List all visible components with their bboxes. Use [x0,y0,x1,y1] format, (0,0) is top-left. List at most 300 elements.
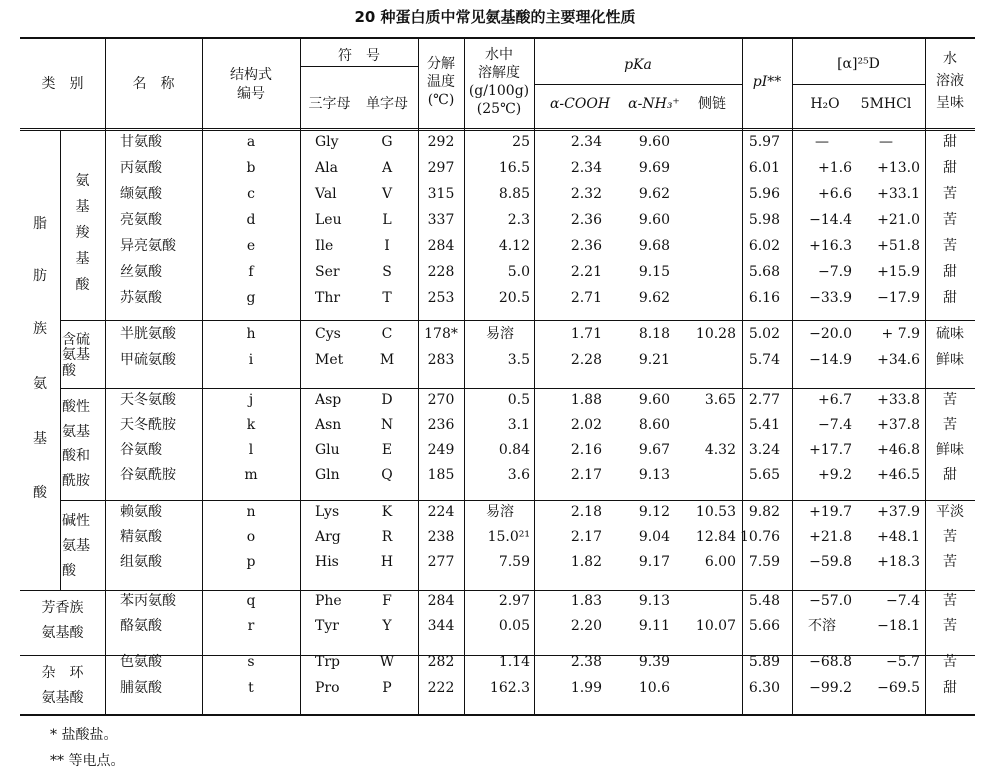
rotation-h2o: −7.4 [818,417,852,433]
solubility-value: 5.0 [507,264,530,280]
pka-cooh: 2.34 [570,134,602,150]
structure-code: a [246,134,256,150]
main-category-char: 脂 [33,216,47,232]
decomposition-temp: 253 [427,290,455,306]
rotation-h2o: — [815,134,829,150]
pka-subheader-rule [534,84,742,85]
solubility-value: 162.3 [489,680,530,696]
header-one-letter: 单字母 [366,96,408,112]
rotation-hcl: +48.1 [877,529,920,545]
decomposition-temp: 337 [427,212,455,228]
solubility-value: 0.05 [498,618,530,634]
one-letter-code: D [381,392,393,408]
page-title: 20 种蛋白质中常见氨基酸的主要理化性质 [354,8,636,26]
isoelectric-point: 5.89 [748,654,780,670]
taste: 苦 [943,654,957,670]
group-label-char: 羧 [75,225,90,241]
one-letter-code: P [382,680,392,696]
pka-side-chain: 10.28 [695,326,736,342]
taste: 甜 [943,264,957,280]
amino-acid-name: 苯丙氨酸 [120,593,176,609]
one-letter-code: G [381,134,393,150]
pka-nh3: 9.21 [638,352,670,368]
header-nh3: α-NH₃⁺ [628,96,680,112]
rotation-h2o: −33.9 [809,290,852,306]
taste: 甜 [943,160,957,176]
pka-nh3: 9.62 [638,186,670,202]
pka-cooh: 2.16 [570,442,602,458]
rotation-h2o: +6.6 [818,186,852,202]
isoelectric-point: 5.68 [748,264,780,280]
rotation-hcl: +51.8 [877,238,920,254]
taste: 苦 [943,186,957,202]
decomposition-temp: 249 [427,442,455,458]
amino-acid-name: 亮氨酸 [120,212,162,228]
column-divider-2 [300,39,301,714]
isoelectric-point: 6.30 [748,680,780,696]
solubility-value: 3.5 [507,352,530,368]
decomposition-temp: 282 [427,654,455,670]
pka-side-chain: 3.65 [704,392,736,408]
rotation-hcl: +33.1 [877,186,920,202]
taste: 苦 [943,212,957,228]
header-pi: pI** [752,74,782,90]
rotation-hcl: +15.9 [877,264,920,280]
solubility-value: 易溶 [486,326,514,342]
header-bottom-rule-2 [20,130,975,131]
pka-nh3: 9.60 [638,392,670,408]
structure-code: q [246,593,256,609]
structure-code: o [246,529,256,545]
rotation-h2o: +1.6 [818,160,852,176]
structure-code: e [246,238,256,254]
isoelectric-point: 5.97 [748,134,780,150]
amino-acid-name: 酪氨酸 [120,618,162,634]
pka-side-chain: 4.32 [704,442,736,458]
rotation-h2o: +21.8 [809,529,852,545]
group-label-char: 酸 [75,277,90,293]
three-letter-code: Ile [315,238,334,254]
pka-nh3: 9.39 [638,654,670,670]
group-label-line: 芳香族 [41,600,84,616]
rotation-hcl: +37.9 [877,504,920,520]
decomposition-temp: 283 [427,352,455,368]
rotation-hcl: +34.6 [877,352,920,368]
pka-side-chain: 12.84 [695,529,736,545]
main-category-char: 氨 [33,376,47,392]
amino-acid-name: 谷氨酰胺 [120,467,176,483]
solubility-value: 15.0²¹ [487,529,530,545]
main-category-char: 基 [33,431,47,447]
solubility-value: 3.6 [507,467,530,483]
header-taste: 呈味 [936,95,964,111]
header-taste-solution: 溶液 [936,73,964,89]
rotation-hcl: +46.8 [877,442,920,458]
isoelectric-point: 5.65 [748,467,780,483]
pka-cooh: 1.71 [570,326,602,342]
structure-code: n [246,504,256,520]
taste: 苦 [943,593,957,609]
rotation-h2o: +17.7 [809,442,852,458]
pka-nh3: 9.11 [638,618,670,634]
solubility-value: 0.84 [498,442,530,458]
one-letter-code: M [379,352,395,368]
structure-code: i [248,352,254,368]
decomposition-temp: 284 [427,593,455,609]
pka-side-chain: 10.53 [695,504,736,520]
solubility-value: 易溶 [486,504,514,520]
group-label-char: 基 [75,199,90,215]
group-label-line: 酸和 [62,448,90,464]
header-decomposition: 分解 [427,56,455,72]
one-letter-code: R [381,529,393,545]
pka-nh3: 9.15 [638,264,670,280]
rotation-h2o: −14.4 [809,212,852,228]
group-label-line: 氨基酸 [41,690,84,706]
pka-cooh: 2.28 [570,352,602,368]
structure-code: p [246,554,256,570]
amino-acid-name: 丝氨酸 [120,264,162,280]
one-letter-code: T [382,290,392,306]
structure-code: l [248,442,254,458]
amino-acid-name: 谷氨酸 [120,442,162,458]
rotation-hcl: +13.0 [877,160,920,176]
solubility-value: 2.3 [507,212,530,228]
solubility-value: 3.1 [507,417,530,433]
isoelectric-point: 5.02 [748,326,780,342]
taste: 鲜味 [936,442,964,458]
header-structure-number: 编号 [237,86,265,102]
taste: 鲜味 [936,352,964,368]
pka-nh3: 9.17 [638,554,670,570]
symbol-subheader-rule [300,66,418,67]
rotation-h2o: 不溶 [808,618,836,634]
structure-code: g [246,290,256,306]
header-solubility-temp: (25℃) [476,101,522,117]
structure-code: s [247,654,255,670]
pka-cooh: 1.88 [570,392,602,408]
pka-nh3: 9.60 [638,212,670,228]
three-letter-code: Cys [315,326,341,342]
group-label-char: 基 [75,251,90,267]
header-temperature: 温度 [427,74,455,90]
taste: 甜 [943,134,957,150]
three-letter-code: Gln [315,467,340,483]
three-letter-code: Pro [315,680,340,696]
one-letter-code: L [382,212,392,228]
amino-acid-name: 赖氨酸 [120,504,162,520]
isoelectric-point: 6.01 [748,160,780,176]
isoelectric-point: 2.77 [748,392,780,408]
bottom-rule [20,714,975,716]
one-letter-code: K [381,504,393,520]
pka-nh3: 10.6 [638,680,670,696]
taste: 甜 [943,290,957,306]
rotation-hcl: −5.7 [886,654,920,670]
taste: 甜 [943,680,957,696]
structure-code: f [248,264,254,280]
decomposition-temp: 178* [424,326,458,342]
header-name: 名 称 [132,76,175,92]
three-letter-code: Asn [315,417,342,433]
pka-cooh: 2.20 [570,618,602,634]
amino-acid-name: 半胱氨酸 [120,326,176,342]
solubility-value: 20.5 [498,290,530,306]
taste: 平淡 [936,504,964,520]
decomposition-temp: 284 [427,238,455,254]
rotation-hcl: −18.1 [877,618,920,634]
decomposition-temp: 222 [427,680,455,696]
rotation-hcl: + 7.9 [881,326,920,342]
rotation-h2o: +16.3 [809,238,852,254]
pka-cooh: 2.17 [570,467,602,483]
three-letter-code: Glu [315,442,340,458]
three-letter-code: Ser [315,264,340,280]
taste: 苦 [943,238,957,254]
solubility-value: 8.85 [498,186,530,202]
taste: 硫味 [936,326,964,342]
header-bottom-rule [20,128,975,129]
header-water: 水中 [485,47,513,63]
rotation-hcl: +37.8 [877,417,920,433]
isoelectric-point: 6.16 [748,290,780,306]
header-celsius: (℃) [427,92,455,108]
amino-acid-name: 组氨酸 [120,554,162,570]
three-letter-code: Asp [315,392,342,408]
header-taste-water: 水 [943,51,957,67]
amino-acid-name: 天冬氨酸 [120,392,176,408]
header-solubility-unit: (g/100g) [468,83,530,99]
one-letter-code: N [380,417,394,433]
rotation-hcl: −7.4 [886,593,920,609]
one-letter-code: C [381,326,393,342]
isoelectric-point: 5.66 [748,618,780,634]
structure-code: c [247,186,255,202]
structure-code: k [246,417,256,433]
isoelectric-point: 5.98 [748,212,780,228]
structure-code: m [244,467,258,483]
pka-nh3: 8.18 [638,326,670,342]
three-letter-code: Thr [315,290,341,306]
footnote: * 盐酸盐。 [50,727,118,743]
rotation-h2o: −20.0 [809,326,852,342]
group-label-char: 氨 [75,173,90,189]
top-rule [20,37,975,39]
header-cooh: α-COOH [549,96,611,112]
solubility-value: 7.59 [498,554,530,570]
group-label-line: 氨基 [62,538,90,554]
isoelectric-point: 5.41 [748,417,780,433]
structure-code: h [246,326,256,342]
rotation-h2o: −14.9 [809,352,852,368]
amino-acid-name: 甲硫氨酸 [120,352,176,368]
group-label-line: 酸 [62,363,76,379]
group-label-line: 酸性 [62,399,90,415]
one-letter-code: Y [382,618,392,634]
isoelectric-point: 10.76 [740,529,781,545]
one-letter-code: H [380,554,394,570]
pka-nh3: 9.13 [638,593,670,609]
group-separator-1 [60,388,975,389]
pka-nh3: 9.67 [638,442,670,458]
pka-cooh: 1.82 [570,554,602,570]
rotation-hcl: +18.3 [877,554,920,570]
rotation-h2o: −68.8 [809,654,852,670]
isoelectric-point: 3.24 [748,442,780,458]
three-letter-code: Tyr [315,618,339,634]
rotation-h2o: +9.2 [818,467,852,483]
amino-acid-name: 异亮氨酸 [120,238,176,254]
rotation-h2o: +19.7 [809,504,852,520]
header-pka: pKa [624,57,652,73]
rotation-h2o: −7.9 [818,264,852,280]
one-letter-code: A [381,160,393,176]
amino-acid-name: 甘氨酸 [120,134,162,150]
one-letter-code: Q [381,467,393,483]
pka-side-chain: 6.00 [704,554,736,570]
pka-cooh: 2.36 [570,212,602,228]
structure-code: t [248,680,254,696]
rotation-hcl: +33.8 [877,392,920,408]
group-separator-2 [60,500,975,501]
amino-acid-name: 缬氨酸 [120,186,162,202]
isoelectric-point: 6.02 [748,238,780,254]
group-label-line: 碱性 [62,513,90,529]
rotation-h2o: +6.7 [818,392,852,408]
pka-nh3: 9.62 [638,290,670,306]
group-label-line: 酸 [62,563,76,579]
solubility-value: 16.5 [498,160,530,176]
column-divider-0 [105,39,106,714]
taste: 苦 [943,529,957,545]
three-letter-code: His [315,554,339,570]
pka-nh3: 9.60 [638,134,670,150]
amino-acid-name: 苏氨酸 [120,290,162,306]
pka-nh3: 9.04 [638,529,670,545]
three-letter-code: Trp [315,654,340,670]
pka-cooh: 1.99 [570,680,602,696]
three-letter-code: Arg [315,529,341,545]
pka-cooh: 1.83 [570,593,602,609]
rotation-hcl: −17.9 [877,290,920,306]
amino-acid-name: 色氨酸 [120,654,162,670]
pka-nh3: 9.69 [638,160,670,176]
isoelectric-point: 9.82 [748,504,780,520]
three-letter-code: Phe [315,593,342,609]
pka-cooh: 2.21 [570,264,602,280]
amino-acid-name: 天冬酰胺 [120,417,176,433]
rotation-h2o: −99.2 [809,680,852,696]
column-divider-4 [464,39,465,714]
rotation-hcl: +46.5 [877,467,920,483]
header-structure: 结构式 [230,67,272,83]
pka-nh3: 9.13 [638,467,670,483]
pka-cooh: 2.36 [570,238,602,254]
taste: 苦 [943,554,957,570]
decomposition-temp: 292 [427,134,455,150]
pka-cooh: 2.32 [570,186,602,202]
header-category: 类 别 [41,76,84,92]
group-label-line: 氨基 [62,347,90,363]
pka-cooh: 2.02 [570,417,602,433]
pka-cooh: 2.38 [570,654,602,670]
group-label-line: 氨基酸 [41,625,84,641]
solubility-value: 4.12 [498,238,530,254]
one-letter-code: E [381,442,393,458]
decomposition-temp: 228 [427,264,455,280]
structure-code: d [246,212,256,228]
header-specific-rotation: [α]²⁵D [837,56,880,72]
rotation-hcl: −69.5 [877,680,920,696]
pka-nh3: 9.68 [638,238,670,254]
main-category-char: 肪 [33,268,47,284]
pka-cooh: 2.71 [570,290,602,306]
decomposition-temp: 236 [427,417,455,433]
structure-code: j [248,392,254,408]
column-divider-5 [534,39,535,714]
taste: 苦 [943,417,957,433]
header-side-chain: 侧链 [698,96,726,112]
header-hcl: 5MHCl [860,96,912,112]
group-label-line: 酰胺 [62,473,90,489]
decomposition-temp: 224 [427,504,455,520]
pka-cooh: 2.18 [570,504,602,520]
taste: 苦 [943,392,957,408]
decomposition-temp: 270 [427,392,455,408]
decomposition-temp: 297 [427,160,455,176]
solubility-value: 1.14 [498,654,530,670]
decomposition-temp: 344 [427,618,455,634]
group-label-line: 氨基 [62,424,90,440]
header-h2o: H₂O [810,96,840,112]
alpha-subheader-rule [792,84,925,85]
rotation-hcl: +21.0 [877,212,920,228]
structure-code: r [247,618,255,634]
pka-side-chain: 10.07 [695,618,736,634]
pka-cooh: 2.34 [570,160,602,176]
isoelectric-point: 5.48 [748,593,780,609]
decomposition-temp: 277 [427,554,455,570]
three-letter-code: Gly [315,134,339,150]
main-category-char: 酸 [33,485,47,501]
rotation-h2o: −59.8 [809,554,852,570]
amino-acid-name: 精氨酸 [120,529,162,545]
taste: 苦 [943,618,957,634]
group-label-line: 含硫 [62,332,90,348]
pka-nh3: 8.60 [638,417,670,433]
structure-code: b [246,160,256,176]
isoelectric-point: 5.96 [748,186,780,202]
solubility-value: 25 [512,134,530,150]
rotation-hcl: — [879,134,893,150]
solubility-value: 0.5 [507,392,530,408]
one-letter-code: V [381,186,393,202]
amino-acid-name: 丙氨酸 [120,160,162,176]
taste: 甜 [943,467,957,483]
three-letter-code: Val [315,186,337,202]
group-separator-0 [60,320,975,321]
three-letter-code: Lys [315,504,340,520]
header-solubility: 溶解度 [478,65,520,81]
pka-nh3: 9.12 [638,504,670,520]
amino-acid-name: 脯氨酸 [120,680,162,696]
one-letter-code: F [382,593,392,609]
header-three-letter: 三字母 [308,96,351,112]
one-letter-code: I [384,238,390,254]
rotation-h2o: −57.0 [809,593,852,609]
decomposition-temp: 238 [427,529,455,545]
isoelectric-point: 5.74 [748,352,780,368]
